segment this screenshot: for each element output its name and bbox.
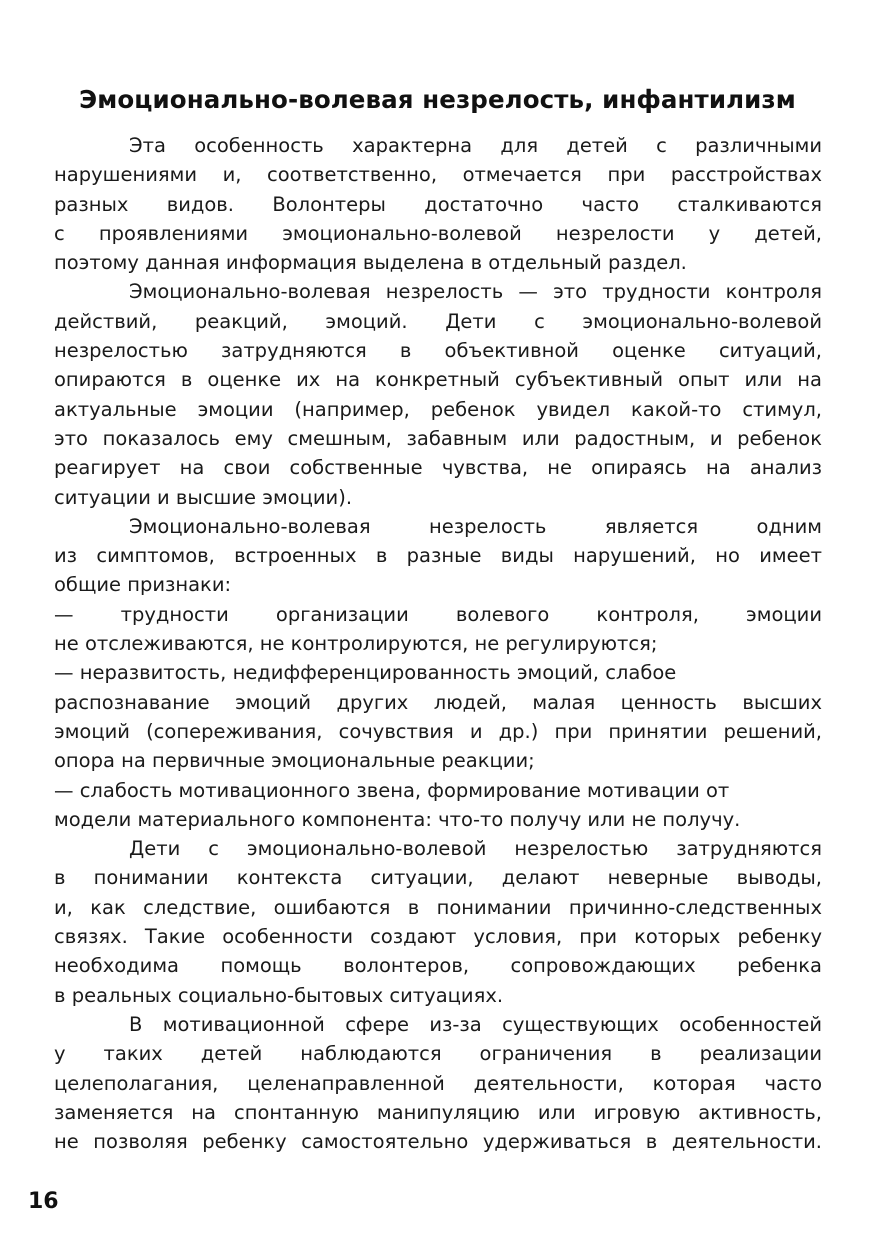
text-line: у таких детей наблюдаются ограничения в реализации: [54, 1042, 822, 1066]
text-line: ситуации и высшие эмоции).: [54, 485, 353, 509]
text-line: поэтому данная информация выделена в отдельный раздел.: [54, 251, 687, 275]
text-line: незрелостью затрудняются в объективной оценке ситуаций,: [54, 339, 822, 363]
text-line: связях. Такие особенности создают условия, при которых ребенку: [54, 925, 822, 949]
text-line: в понимании контекста ситуации, делают неверные выводы,: [54, 866, 822, 890]
text-line: с проявлениями эмоционально-волевой незрелости у детей,: [54, 221, 822, 245]
text-line: в реальных социально-бытовых ситуациях.: [54, 983, 504, 1007]
text-line: актуальные эмоции (например, ребенок увидел какой-то стимул,: [54, 397, 822, 421]
text-line: разных видов. Волонтеры достаточно часто сталкиваются: [54, 192, 822, 216]
text-line: это показалось ему смешным, забавным или радостным, и ребенок: [54, 426, 822, 450]
text-line: — неразвитость, недифференцированность эмоций, слабое: [54, 661, 677, 685]
text-line: опираются в оценке их на конкретный субъективный опыт или на: [54, 368, 822, 392]
text-line: реагирует на свои собственные чувства, не опираясь на анализ: [54, 456, 822, 480]
text-line: Дети с эмоционально-волевой незрелостью затрудняются: [129, 837, 822, 861]
text-line: распознавание эмоций других людей, малая ценность высших: [54, 690, 822, 714]
text-line: В мотивационной сфере из-за существующих особенностей: [129, 1012, 822, 1036]
text-line: Эта особенность характерна для детей с различными: [129, 134, 822, 157]
text-line: Эмоционально-волевая незрелость — это трудности контроля: [129, 280, 822, 304]
text-line: Эмоционально-волевая незрелость является одним: [129, 514, 822, 538]
text-line: эмоций (сопереживания, сочувствия и др.) при принятии решений,: [54, 719, 822, 743]
section-title: Эмоционально-волевая незрелость, инфантилизм: [79, 85, 796, 114]
text-line: опора на первичные эмоциональные реакции;: [54, 749, 535, 773]
text-line: общие признаки:: [54, 573, 232, 597]
text-line: нарушениями и, соответственно, отмечается при расстройствах: [54, 163, 822, 187]
page-number: 16: [28, 1189, 59, 1214]
text-line: модели материального компонента: что-то получу или не получу.: [54, 807, 741, 831]
text-line: не позволяя ребенку самостоятельно удерживаться в деятельности.: [54, 1130, 822, 1154]
text-line: — слабость мотивационного звена, формирование мотивации от: [54, 778, 730, 802]
text-line: необходима помощь волонтеров, сопровождающих ребенка: [54, 954, 822, 978]
text-line: не отслеживаются, не контролируются, не регулируются;: [54, 632, 658, 656]
text-line: действий, реакций, эмоций. Дети с эмоционально-волевой: [54, 309, 822, 333]
body-text: [54, 131, 822, 1156]
text-line: из симптомов, встроенных в разные виды нарушений, но имеет: [54, 544, 822, 568]
text-line: — трудности организации волевого контроля, эмоции: [54, 602, 822, 626]
text-line: и, как следствие, ошибаются в понимании причинно-следственных: [54, 895, 822, 919]
text-line: заменяется на спонтанную манипуляцию или игровую активность,: [54, 1100, 822, 1124]
text-line: целеполагания, целенаправленной деятельности, которая часто: [54, 1071, 822, 1095]
